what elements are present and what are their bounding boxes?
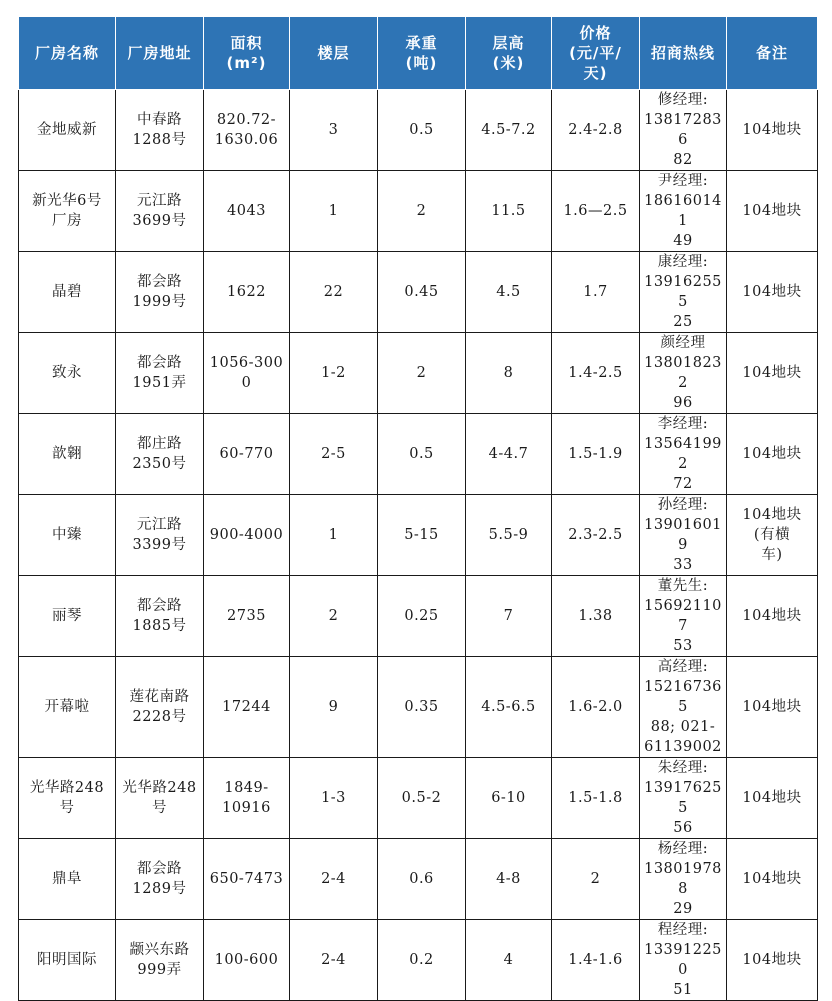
cell-load: 5-15 bbox=[378, 495, 466, 576]
cell-hotline: 李经理: 135641992 72 bbox=[640, 414, 727, 495]
cell-hotline: 杨经理: 138019788 29 bbox=[640, 839, 727, 920]
cell-floor: 1-2 bbox=[290, 333, 378, 414]
cell-floor: 1-3 bbox=[290, 758, 378, 839]
table-row bbox=[19, 920, 818, 1001]
cell-area: 60-770 bbox=[204, 414, 290, 495]
cell-hotline: 孙经理: 139016019 33 bbox=[640, 495, 727, 576]
cell-remark: 104地块 bbox=[727, 657, 818, 758]
cell-area: 4043 bbox=[204, 171, 290, 252]
table-row bbox=[19, 576, 818, 657]
cell-area: 1056-3000 bbox=[204, 333, 290, 414]
cell-name: 光华路248 号 bbox=[19, 758, 116, 839]
cell-name: 中臻 bbox=[19, 495, 116, 576]
cell-floor: 1 bbox=[290, 171, 378, 252]
col-header-area: 面积 (m²) bbox=[204, 17, 290, 90]
cell-area: 2735 bbox=[204, 576, 290, 657]
cell-hotline: 高经理: 152167365 88; 021- 61139002 bbox=[640, 657, 727, 758]
table-row bbox=[19, 90, 818, 171]
cell-floor: 2-4 bbox=[290, 920, 378, 1001]
header-row bbox=[19, 17, 818, 90]
cell-height: 11.5 bbox=[466, 171, 552, 252]
table-row bbox=[19, 657, 818, 758]
cell-price: 1.4-1.6 bbox=[552, 920, 640, 1001]
col-header-remark: 备注 bbox=[727, 17, 818, 90]
cell-address: 中春路 1288号 bbox=[116, 90, 204, 171]
cell-hotline: 颜经理 138018232 96 bbox=[640, 333, 727, 414]
cell-name: 阳明国际 bbox=[19, 920, 116, 1001]
cell-price: 2.3-2.5 bbox=[552, 495, 640, 576]
cell-height: 6-10 bbox=[466, 758, 552, 839]
table-header bbox=[19, 17, 818, 90]
cell-floor: 3 bbox=[290, 90, 378, 171]
cell-address: 颛兴东路 999弄 bbox=[116, 920, 204, 1001]
cell-address: 元江路 3699号 bbox=[116, 171, 204, 252]
table-row bbox=[19, 758, 818, 839]
cell-load: 2 bbox=[378, 333, 466, 414]
cell-load: 0.45 bbox=[378, 252, 466, 333]
cell-remark: 104地块 bbox=[727, 171, 818, 252]
table-row bbox=[19, 171, 818, 252]
col-header-hotline: 招商热线 bbox=[640, 17, 727, 90]
col-header-load: 承重 (吨) bbox=[378, 17, 466, 90]
cell-name: 开幕啦 bbox=[19, 657, 116, 758]
cell-address: 光华路248 号 bbox=[116, 758, 204, 839]
cell-address: 都会路 1951弄 bbox=[116, 333, 204, 414]
table-body bbox=[19, 90, 818, 1001]
cell-area: 17244 bbox=[204, 657, 290, 758]
cell-floor: 1 bbox=[290, 495, 378, 576]
cell-price: 1.4-2.5 bbox=[552, 333, 640, 414]
cell-hotline: 程经理: 133912250 51 bbox=[640, 920, 727, 1001]
cell-remark: 104地块 bbox=[727, 414, 818, 495]
cell-height: 4.5 bbox=[466, 252, 552, 333]
cell-address: 莲花南路 2228号 bbox=[116, 657, 204, 758]
cell-address: 都会路 1999号 bbox=[116, 252, 204, 333]
cell-load: 0.5 bbox=[378, 414, 466, 495]
cell-hotline: 朱经理: 139176255 56 bbox=[640, 758, 727, 839]
cell-height: 8 bbox=[466, 333, 552, 414]
cell-name: 丽琴 bbox=[19, 576, 116, 657]
cell-price: 2 bbox=[552, 839, 640, 920]
cell-remark: 104地块 bbox=[727, 252, 818, 333]
cell-floor: 22 bbox=[290, 252, 378, 333]
cell-hotline: 尹经理: 186160141 49 bbox=[640, 171, 727, 252]
cell-hotline: 康经理: 139162555 25 bbox=[640, 252, 727, 333]
cell-name: 致永 bbox=[19, 333, 116, 414]
cell-price: 1.38 bbox=[552, 576, 640, 657]
cell-height: 4.5-6.5 bbox=[466, 657, 552, 758]
cell-hotline: 董先生: 156921107 53 bbox=[640, 576, 727, 657]
cell-floor: 9 bbox=[290, 657, 378, 758]
cell-area: 100-600 bbox=[204, 920, 290, 1001]
col-header-name: 厂房名称 bbox=[19, 17, 116, 90]
cell-name: 新光华6号 厂房 bbox=[19, 171, 116, 252]
cell-load: 0.2 bbox=[378, 920, 466, 1001]
cell-load: 0.35 bbox=[378, 657, 466, 758]
cell-price: 1.7 bbox=[552, 252, 640, 333]
cell-address: 都会路 1885号 bbox=[116, 576, 204, 657]
cell-load: 0.25 bbox=[378, 576, 466, 657]
cell-area: 650-7473 bbox=[204, 839, 290, 920]
cell-address: 都会路 1289号 bbox=[116, 839, 204, 920]
cell-price: 1.5-1.8 bbox=[552, 758, 640, 839]
cell-height: 4-8 bbox=[466, 839, 552, 920]
cell-height: 4.5-7.2 bbox=[466, 90, 552, 171]
col-header-price: 价格 (元/平/ 天) bbox=[552, 17, 640, 90]
cell-remark: 104地块 bbox=[727, 90, 818, 171]
cell-area: 1622 bbox=[204, 252, 290, 333]
cell-name: 晶碧 bbox=[19, 252, 116, 333]
table-row bbox=[19, 252, 818, 333]
cell-remark: 104地块 bbox=[727, 920, 818, 1001]
cell-name: 金地威新 bbox=[19, 90, 116, 171]
cell-height: 4-4.7 bbox=[466, 414, 552, 495]
table-row bbox=[19, 495, 818, 576]
cell-load: 2 bbox=[378, 171, 466, 252]
cell-area: 820.72- 1630.06 bbox=[204, 90, 290, 171]
cell-floor: 2 bbox=[290, 576, 378, 657]
cell-remark: 104地块 bbox=[727, 333, 818, 414]
cell-height: 4 bbox=[466, 920, 552, 1001]
cell-load: 0.5-2 bbox=[378, 758, 466, 839]
cell-price: 2.4-2.8 bbox=[552, 90, 640, 171]
table-row bbox=[19, 333, 818, 414]
cell-remark: 104地块 (有横 车) bbox=[727, 495, 818, 576]
cell-hotline: 修经理: 138172836 82 bbox=[640, 90, 727, 171]
cell-remark: 104地块 bbox=[727, 758, 818, 839]
cell-load: 0.6 bbox=[378, 839, 466, 920]
cell-remark: 104地块 bbox=[727, 576, 818, 657]
col-header-floor: 楼层 bbox=[290, 17, 378, 90]
cell-address: 都庄路 2350号 bbox=[116, 414, 204, 495]
cell-area: 900-4000 bbox=[204, 495, 290, 576]
cell-height: 5.5-9 bbox=[466, 495, 552, 576]
col-header-height: 层高 (米) bbox=[466, 17, 552, 90]
factory-rental-table bbox=[18, 16, 818, 1001]
table-row bbox=[19, 839, 818, 920]
cell-name: 歆翱 bbox=[19, 414, 116, 495]
cell-load: 0.5 bbox=[378, 90, 466, 171]
cell-floor: 2-4 bbox=[290, 839, 378, 920]
cell-area: 1849- 10916 bbox=[204, 758, 290, 839]
cell-name: 鼎阜 bbox=[19, 839, 116, 920]
cell-remark: 104地块 bbox=[727, 839, 818, 920]
cell-height: 7 bbox=[466, 576, 552, 657]
cell-price: 1.6-2.0 bbox=[552, 657, 640, 758]
cell-price: 1.6—2.5 bbox=[552, 171, 640, 252]
col-header-address: 厂房地址 bbox=[116, 17, 204, 90]
cell-price: 1.5-1.9 bbox=[552, 414, 640, 495]
table-row bbox=[19, 414, 818, 495]
cell-floor: 2-5 bbox=[290, 414, 378, 495]
cell-address: 元江路 3399号 bbox=[116, 495, 204, 576]
